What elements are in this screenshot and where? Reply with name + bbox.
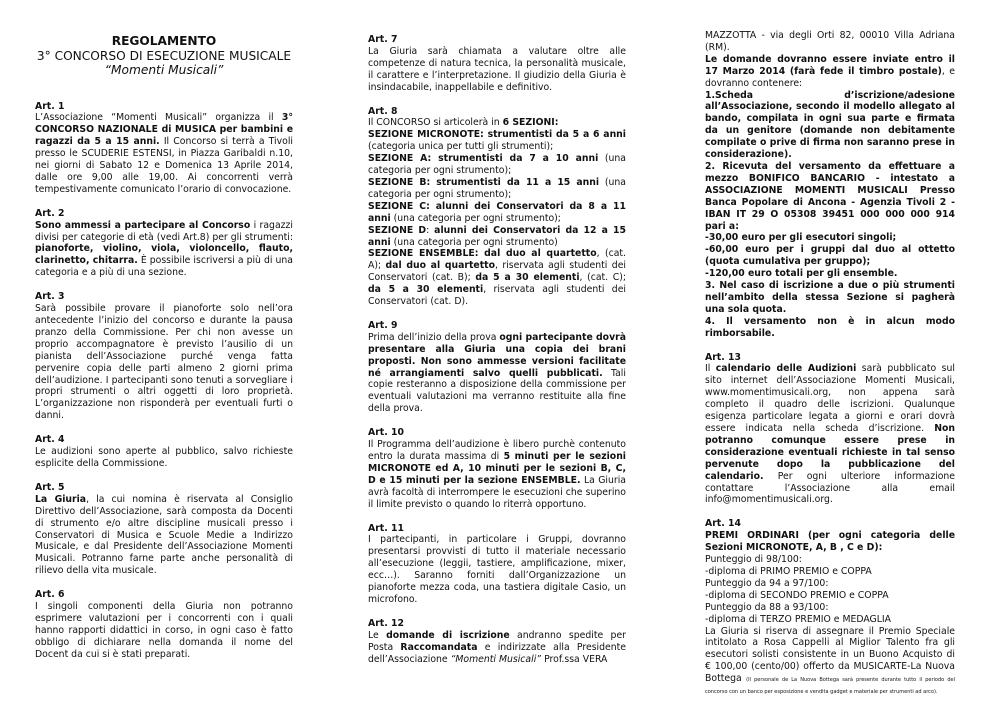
text-run: SEZIONE ENSEMBLE: dal duo al quartetto [368,248,597,260]
article-text [368,534,626,605]
article-text [368,332,626,415]
text-run: SEZIONE B: strumentisti da 11 a 15 anni [368,176,600,188]
text-run: I singoli componenti della Giuria non potranno esprimere valutazioni per i concorrenti con i quali hanno rapporti didattici in corso, in ogni caso è fatto obbligo di dichiarare nella domanda il nome del Docent da cui si è stati preparati. [35,601,293,660]
text-run: MAZZOTTA - via degli Orti 82, 00010 Villa Adriana (RM). [705,30,955,53]
text-run: Punteggio da 88 a 93/100: [705,601,829,613]
article-text [705,530,955,697]
text-run: ogni partecipante dovrà presentare alla Giuria una copia dei brani proposti. Non sono ammesse versioni facilitate né arrangiamenti salvo quelli pubblicati. [368,331,626,379]
text-run: -diploma di SECONDO PREMIO e COPPA [705,589,889,601]
article-text [35,220,293,280]
article [35,101,293,196]
text-run: dal duo al quartetto [385,260,495,272]
text-run: -diploma di PRIMO PREMIO e COPPA [705,565,872,577]
article-heading: Art. 14 [705,518,741,530]
text-run: da 5 a 30 elementi [475,272,580,284]
article [368,523,626,606]
text-run: , e dovranno contenere: [705,65,955,89]
text-run: (una categoria per ogni strumento) [390,236,558,248]
text-run: Punteggio da 94 a 97/100: [705,577,829,589]
article-text [368,46,626,94]
article [368,34,626,94]
text-run: 1.Scheda d’iscrizione/adesione all’Associazione, secondo il modello allegato al bando, compilata in ogni sua parte e firmata da un genitore (domande non debitamente compilate o prive di firma non saranno prese in considerazione). [705,89,955,161]
text-run: (categoria unica per tutti gli strumenti); [368,141,554,153]
article [705,352,955,507]
text-run: -diploma di TERZO PREMIO e MEDAGLIA [705,613,892,625]
article-text [35,303,293,422]
text-run: e indirizzate alla Presidente dell’Associazione [368,641,627,665]
article [705,518,955,697]
article [368,618,626,666]
text-run: , la cui nomina è riservata al Consiglio Direttivo dell’Associazione, sarà composta da Docenti di strumento e/o altre discipline musicali presso i Conservatori di Musica e Scuole Medie a Indirizzo Musicale, e dal Presidente dell’Associazione Momenti Musicali. Potranno farne parte anche personalità di rilievo della vita musicale. [35,493,293,577]
article-heading: Art. 10 [368,427,404,439]
text-run: Prima dell’inizio della prova [368,331,500,343]
text-run: I partecipanti, in particolare i Gruppi, dovranno presentarsi provvisti di tutto il materiale necessario all’esecuzione (leggii, tastiere, amplificazione, mixer, ecc…). Saranno forniti dall’Organizzazione un pianoforte mezza coda, una tastiera digitale Casio, un microfono. [368,534,626,605]
article [35,208,293,279]
text-run: Sarà possibile provare il pianoforte solo nell’ora antecedente l’inizio del concorso e durante la pausa pranzo della Commissione. Per chi non avesse un proprio accompagnatore è previsto l’ausilio di un pianista dell’Associazione purché venga fatta pervenire copia delle parti almeno 2 giorni prima dell’audizione. I partecipanti sono tenuti a sorvegliare i propri strumenti o altri oggetti di loro proprietà. L’organizzazione non risponderà per eventuali furti o danni. [35,303,293,422]
text-run: Punteggio di 98/100: [705,554,802,566]
article-heading: Art. 5 [35,481,65,493]
article-heading: Art. 6 [35,589,65,601]
text-run: , (cat. C); [579,272,626,284]
document-subtitle: 3° CONCORSO DI ESECUZIONE MUSICALE [36,48,292,63]
article-heading: Art. 11 [368,522,404,534]
text-run: SEZIONE C: alunni dei Conservatori da 8 a 11 anni [368,200,626,224]
text-run: , (cat. A); [368,248,626,272]
text-run: “Momenti Musicali” [450,653,542,665]
text-run: SEZIONE MICRONOTE: strumentisti da 5 a 6 anni [368,129,626,141]
text-run: La Giuria sarà chiamata a valutare oltre alle competenze di natura tecnica, la personalità musicale, il carattere e l’interpretazione. Il giudizio della Giuria è insindacabile, inappellabile e definitivo. [368,45,626,93]
text-run: Il [705,363,716,375]
article-heading: Art. 1 [35,100,65,112]
text-run: La Giuria [35,493,87,505]
text-run: i ragazzi divisi per categorie di età (vedi Art.8) per gli strumenti: [35,219,293,243]
text-run: Sono ammessi a partecipare al Concorso [35,219,251,231]
text-run: Le audizioni sono aperte al pubblico, salvo richieste esplicite della Commissione. [35,446,293,469]
text-run: Non potranno comunque essere prese in considerazione eventuali richieste in tal senso pervenute dopo la pubblicazione del calendario. [705,423,955,482]
text-run: (Il personale de La Nuova Bottega sarà presente durante tutto il periodo del concorso con un banco per esposizione e vendita gadget e materiale per strumenti ad arco). [705,677,955,696]
text-run: Per ogni ulteriore informazione contattare l’Associazione alla email info@momentimusicali.org. [705,470,955,506]
article-heading: Art. 7 [368,34,398,45]
article [35,434,293,470]
text-run: (una categoria per ogni strumento); [390,212,561,224]
text-run: -30,00 euro per gli esecutori singoli; [705,232,897,244]
articles [705,30,955,697]
text-run: Le [368,629,387,641]
text-run: andranno spedite per Posta [368,629,626,653]
text-run: -120,00 euro totali per gli ensemble. [705,268,898,280]
text-run: : [426,224,435,236]
article-heading: Art. 2 [35,207,65,219]
article-text [35,601,293,661]
text-run: È possibile iscriversi a più di una categoria e a più di una sezione. [35,255,293,279]
text-run: 5 minuti per le sezioni MICRONOTE ed A, 10 minuti per le sezioni B, C, D e 15 minuti per la sezione ENSEMBLE. [368,451,626,486]
text-run: 6 SEZIONI: [502,117,559,129]
article [368,320,626,415]
article-heading: Art. 12 [368,617,404,629]
text-run: L’Associazione “Momenti Musicali” organizza il [35,112,282,124]
text-run: Tali copie resteranno a disposizione della commissione per eventuali valutazioni ma verranno restituite alla fine della prova. [368,367,626,415]
article-heading: Art. 13 [705,351,741,363]
text-run: La Giuria avrà facoltà di interrompere le esecuzioni che superino il limite previsto o quando lo riterrà opportuno. [368,474,627,510]
text-run: Prof.ssa VERA [541,653,608,665]
article-text [35,494,293,577]
article-text [35,112,293,195]
article-text [35,446,293,470]
document-header [35,34,293,78]
text-run: 3. Nel caso di iscrizione a due o più strumenti nell’ambito della stessa Sezione si pagherà una sola quota. [705,280,955,315]
text-run: La Giuria si riserva di assegnare il Premio Speciale intitolato a Rosa Cappelli al Miglior Talento fra gli esecutori solisti consistente in un Buono Acquisto di € 100,00 (cento/00) offerto da MUSICARTE-La Nuova Bottega [705,625,955,685]
text-run: calendario delle Audizioni [715,363,857,375]
text-run: Il Programma dell’audizione è libero purchè contenuto entro la durata massima di [368,439,626,462]
text-run: SEZIONE A: strumentisti da 7 a 10 anni [368,153,599,165]
articles [368,34,626,666]
article-text [368,439,626,510]
text-run: SEZIONE D [368,224,427,236]
text-run: -60,00 euro per i gruppi dal duo al ottetto (quota cumulativa per gruppo); [705,244,955,268]
text-run: Le domande dovranno essere inviate entro il 17 Marzo 2014 (farà fede il timbro postale) [705,53,955,77]
article [368,427,626,510]
article-heading: Art. 8 [368,105,398,117]
document-title: REGOLAMENTO [111,34,217,48]
column-left [35,34,293,673]
text-run: Raccomandata [400,641,478,653]
article [368,106,626,308]
article-text [705,30,955,340]
text-run: da 5 a 30 elementi [368,284,484,296]
article-heading: Art. 3 [35,291,65,303]
article [35,589,293,660]
article [705,30,955,340]
text-run: pianoforte, violino, viola, violoncello, flauto, clarinetto, chitarra. [35,243,293,267]
article-text [705,363,955,506]
article-heading: Art. 9 [368,319,398,331]
articles [35,101,293,661]
text-run: Il CONCORSO si articolerà in [368,117,503,129]
text-run: , riservata agli studenti dei Conservatori (cat. B); [368,260,627,284]
text-run: 4. Il versamento non è in alcun modo rimborsabile. [705,315,955,339]
text-run: (una categoria per ogni strumento); [368,176,626,200]
article [35,482,293,577]
text-run: 2. Ricevuta del versamento da effettuare a mezzo BONIFICO BANCARIO - intestato a ASSOCIAZIONE MOMENTI MUSICALI Presso Banca Popolare di Ancona - Agenzia Tivoli 2 - IBAN IT 29 O 05308 39451 000 000 000 914 pari a: [705,160,955,232]
column-middle [368,34,626,678]
column-right [705,30,955,709]
article [35,291,293,422]
article-heading: Art. 4 [35,434,65,446]
text-run: domande di iscrizione [386,629,510,641]
text-run: alunni dei Conservatori da 12 a 15 anni [368,224,626,248]
text-run: sarà pubblicato sul sito internet dell’Associazione Momenti Musicali, www.momentimusicali.org, non appena sarà completo il quadro delle iscrizioni. Qualunque esigenza particolare legata a giorni e orari dovrà essere indicata nella scheda d’iscrizione. [705,363,956,434]
text-run: , riservata agli studenti dei Conservatori (cat. D). [368,284,626,308]
article-text [368,630,626,666]
text-run: 3° CONCORSO NAZIONALE di MUSICA per bambini e ragazzi da 5 a 15 anni. [35,112,293,148]
contest-name: “Momenti Musicali” [104,63,224,77]
text-run: Il Concorso si terrà a Tivoli presso le SCUDERIE ESTENSI, in Piazza Garibaldi n.10, nei giorni di Sabato 12 e Domenica 13 Aprile 2014, dalle ore 9,00 alle 19,00. Ai concorrenti verrà tempestivamente comunicato l’orario di convocazione. [35,136,293,195]
text-run: PREMI ORDINARI (per ogni categoria delle Sezioni MICRONOTE, A, B , C e D): [705,530,955,554]
article-text [368,117,626,308]
text-run: (una categoria per ogni strumento); [368,153,626,177]
